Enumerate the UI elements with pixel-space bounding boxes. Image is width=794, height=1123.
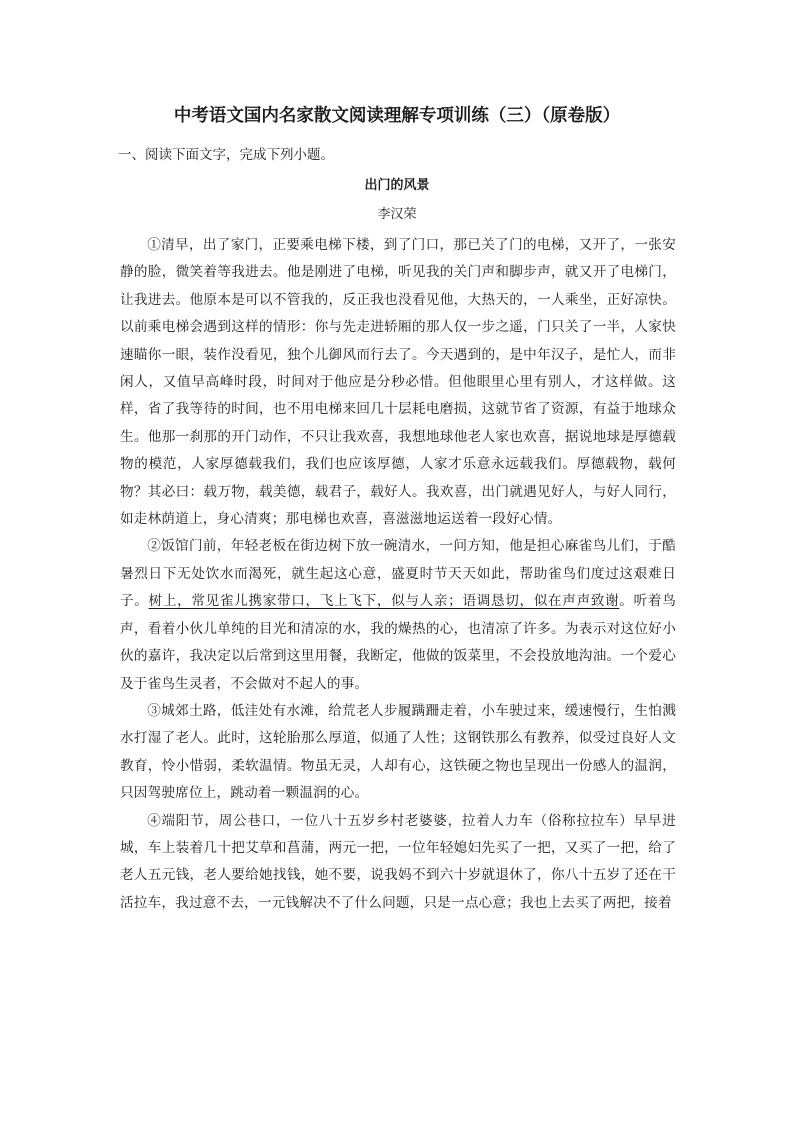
article-body: [120, 232, 676, 917]
article-author: 李汉荣: [377, 207, 417, 222]
paragraph-4: ④端阳节，周公巷口，一位八十五岁乡村老婆婆，拉着人力车（俗称拉拉车）早早进城，车上装着几十把艾草和菖蒲，两元一把，一位年轻媳妇先买了一把，又买了一把，给了老人五元钱，老人要给她找钱，她不要，说我妈不到六十岁就退休了，你八十五岁了还在干活拉车，我过意不去，一元钱解决不了什么问题，只是一点心意；我也上去买了两把，接着: [120, 812, 676, 911]
section-heading: 一、阅读下面文字，完成下列小题。: [118, 147, 334, 163]
paragraph-3: ③城郊土路，低洼处有水滩，给荒老人步履蹒跚走着，小车驶过来，缓速慢行，生怕溅水打湿了老人。此时，这轮胎那么厚道，似通了人性；这钢铁那么有教养，似受过良好人文教育，怜小惜弱，柔软温情。物虽无灵，人却有心，这铁硬之物也呈现出一份感人的温润，只因驾驶席位上，跳动着一颗温润的心。: [120, 702, 676, 802]
document-title: 中考语文国内名家散文阅读理解专项训练（三）（原卷版）: [173, 106, 621, 126]
paragraph-2-text-after: 。听着鸟声，看着小伙儿单纯的目光和清凉的水，我的燥热的心，也清凉了许多。为表示对这位好小伙的嘉许，我决定以后常到这里用餐，我断定，他做的饭菜里，不会投放地沟油。一个爱心及于雀鸟生灵者，不会做对不起人的事。: [120, 593, 676, 692]
paragraph-2-text-before: ②饭馆门前，年轻老板在街边树下放一碗清水，一问方知，他是担心麻雀鸟儿们，于酷暑烈日下无处饮水而渴死，就生起这心意，盛夏时节天天如此，帮助雀鸟们度过这艰难日子。: [120, 538, 676, 610]
paragraph-1: ①清早，出了家门，正要乘电梯下楼，到了门口，那已关了门的电梯，又开了，一张安静的脸，微笑着等我进去。他是刚进了电梯，听见我的关门声和脚步声，就又开了电梯门，让我进去。他原本是可以不管我的，反正我也没看见他，大热天的，一人乘坐，正好凉快。以前乘电梯会遇到这样的情形：你与先走进轿厢的那人仅一步之遥，门只关了一半，人家快速瞄你一眼，装作没看见，独个儿御风而行去了。今天遇到的，是中年汉子，是忙人，而非闲人，又值早高峰时段，时间对于他应是分秒必惜。但他眼里心里有别人，才这样做。这样，省了我等待的时间，也不用电梯来回几十层耗电磨损，这就节省了资源，有益于地球众生。他那一刹那的开门动作，不只让我欢喜，我想地球他老人家也欢喜，据说地球是厚德载物的模范，人家厚德载我们，我们也应该厚德，人家才乐意永远载我们。厚德载物，载何物？其必曰：载万物，载美德，载君子，载好人。我欢喜，出门就遇见好人，与好人同行，如走林荫道上，身心清爽；那电梯也欢喜，喜滋滋地运送着一段好心情。: [120, 237, 676, 528]
underlined-sentence: 树上，常见雀儿携家带口，飞上飞下，似与人亲；语调恳切，似在声声致谢: [148, 593, 620, 610]
paragraph-2: [120, 533, 676, 697]
article-title: 出门的风景: [364, 178, 430, 193]
